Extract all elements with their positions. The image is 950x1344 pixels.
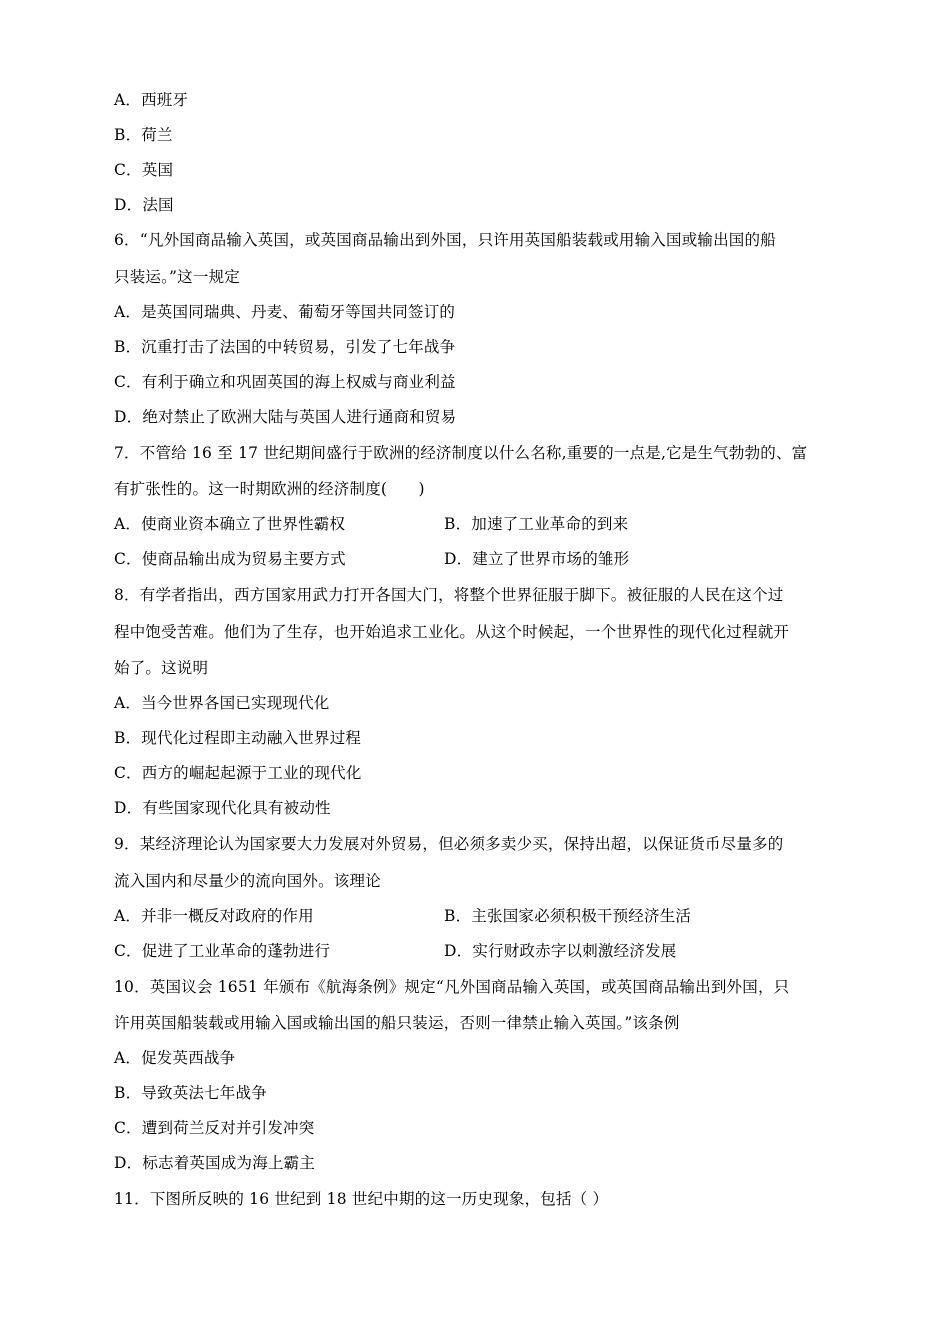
q10-option-b: B．导致英法七年战争: [114, 1084, 267, 1102]
q7-stem-line-2: 有扩张性的。这一时期欧洲的经济制度( ): [114, 480, 425, 498]
q6-option-a: A．是英国同瑞典、丹麦、葡萄牙等国共同签订的: [114, 303, 456, 321]
q8-option-b: B．现代化过程即主动融入世界过程: [114, 729, 362, 747]
q10-stem-line-2: 许用英国船装载或用输入国或输出国的船只装运，否则一律禁止输入英国。”该条例: [114, 1014, 680, 1032]
q5-option-c: C．英国: [114, 161, 174, 179]
q7-stem-line-1: 7．不管给 16 至 17 世纪期间盛行于欧洲的经济制度以什么名称,重要的一点是,它是生气勃勃的、富: [114, 444, 808, 462]
q8-option-d: D．有些国家现代化具有被动性: [114, 799, 331, 817]
q10-option-a: A．促发英西战争: [114, 1049, 236, 1067]
q10-option-d: D．标志着英国成为海上霸主: [114, 1154, 316, 1172]
q8-stem-line-3: 始了。这说明: [114, 659, 209, 677]
q6-option-c: C．有利于确立和巩固英国的海上权威与商业利益: [114, 373, 456, 391]
q7-option-b: B．加速了工业革命的到来: [444, 515, 629, 533]
q10-option-c: C．遭到荷兰反对并引发冲突: [114, 1119, 315, 1137]
q8-option-c: C．西方的崛起起源于工业的现代化: [114, 764, 362, 782]
q9-option-b: B．主张国家必须积极干预经济生活: [444, 907, 692, 925]
q7-option-a: A．使商业资本确立了世界性霸权: [114, 515, 346, 533]
q8-stem-line-2: 程中饱受苦难。他们为了生存，也开始追求工业化。从这个时候起，一个世界性的现代化过程就开: [114, 623, 790, 641]
q5-option-a: A．西班牙: [114, 91, 189, 109]
q5-option-d: D．法国: [114, 196, 174, 214]
q6-stem-line-2: 只装运。”这一规定: [114, 268, 240, 286]
q10-stem-line-1: 10．英国议会 1651 年颁布《航海条例》规定“凡外国商品输入英国，或英国商品输出到外国，只: [114, 978, 790, 996]
q7-option-d: D．建立了世界市场的雏形: [444, 550, 630, 568]
q9-stem-line-1: 9．某经济理论认为国家要大力发展对外贸易，但必须多卖少买，保持出超，以保证货币尽量多的: [114, 835, 784, 853]
q9-option-d: D．实行财政赤字以刺激经济发展: [444, 942, 677, 960]
q11-stem: 11．下图所反映的 16 世纪到 18 世纪中期的这一历史现象，包括（ ）: [114, 1190, 609, 1208]
q6-option-d: D．绝对禁止了欧洲大陆与英国人进行通商和贸易: [114, 408, 457, 426]
q8-option-a: A．当今世界各国已实现现代化: [114, 694, 330, 712]
q9-option-a: A．并非一概反对政府的作用: [114, 907, 314, 925]
q8-stem-line-1: 8．有学者指出，西方国家用武力打开各国大门，将整个世界征服于脚下。被征服的人民在这个过: [114, 586, 784, 604]
q6-stem-line-1: 6．“凡外国商品输入英国，或英国商品输出到外国，只许用英国船装载或用输入国或输出国的船: [114, 231, 776, 249]
q7-option-c: C．使商品输出成为贸易主要方式: [114, 550, 346, 568]
q6-option-b: B．沉重打击了法国的中转贸易，引发了七年战争: [114, 338, 456, 356]
q5-option-b: B．荷兰: [114, 126, 173, 144]
q9-stem-line-2: 流入国内和尽量少的流向国外。该理论: [114, 872, 381, 890]
q9-option-c: C．促进了工业革命的蓬勃进行: [114, 942, 331, 960]
